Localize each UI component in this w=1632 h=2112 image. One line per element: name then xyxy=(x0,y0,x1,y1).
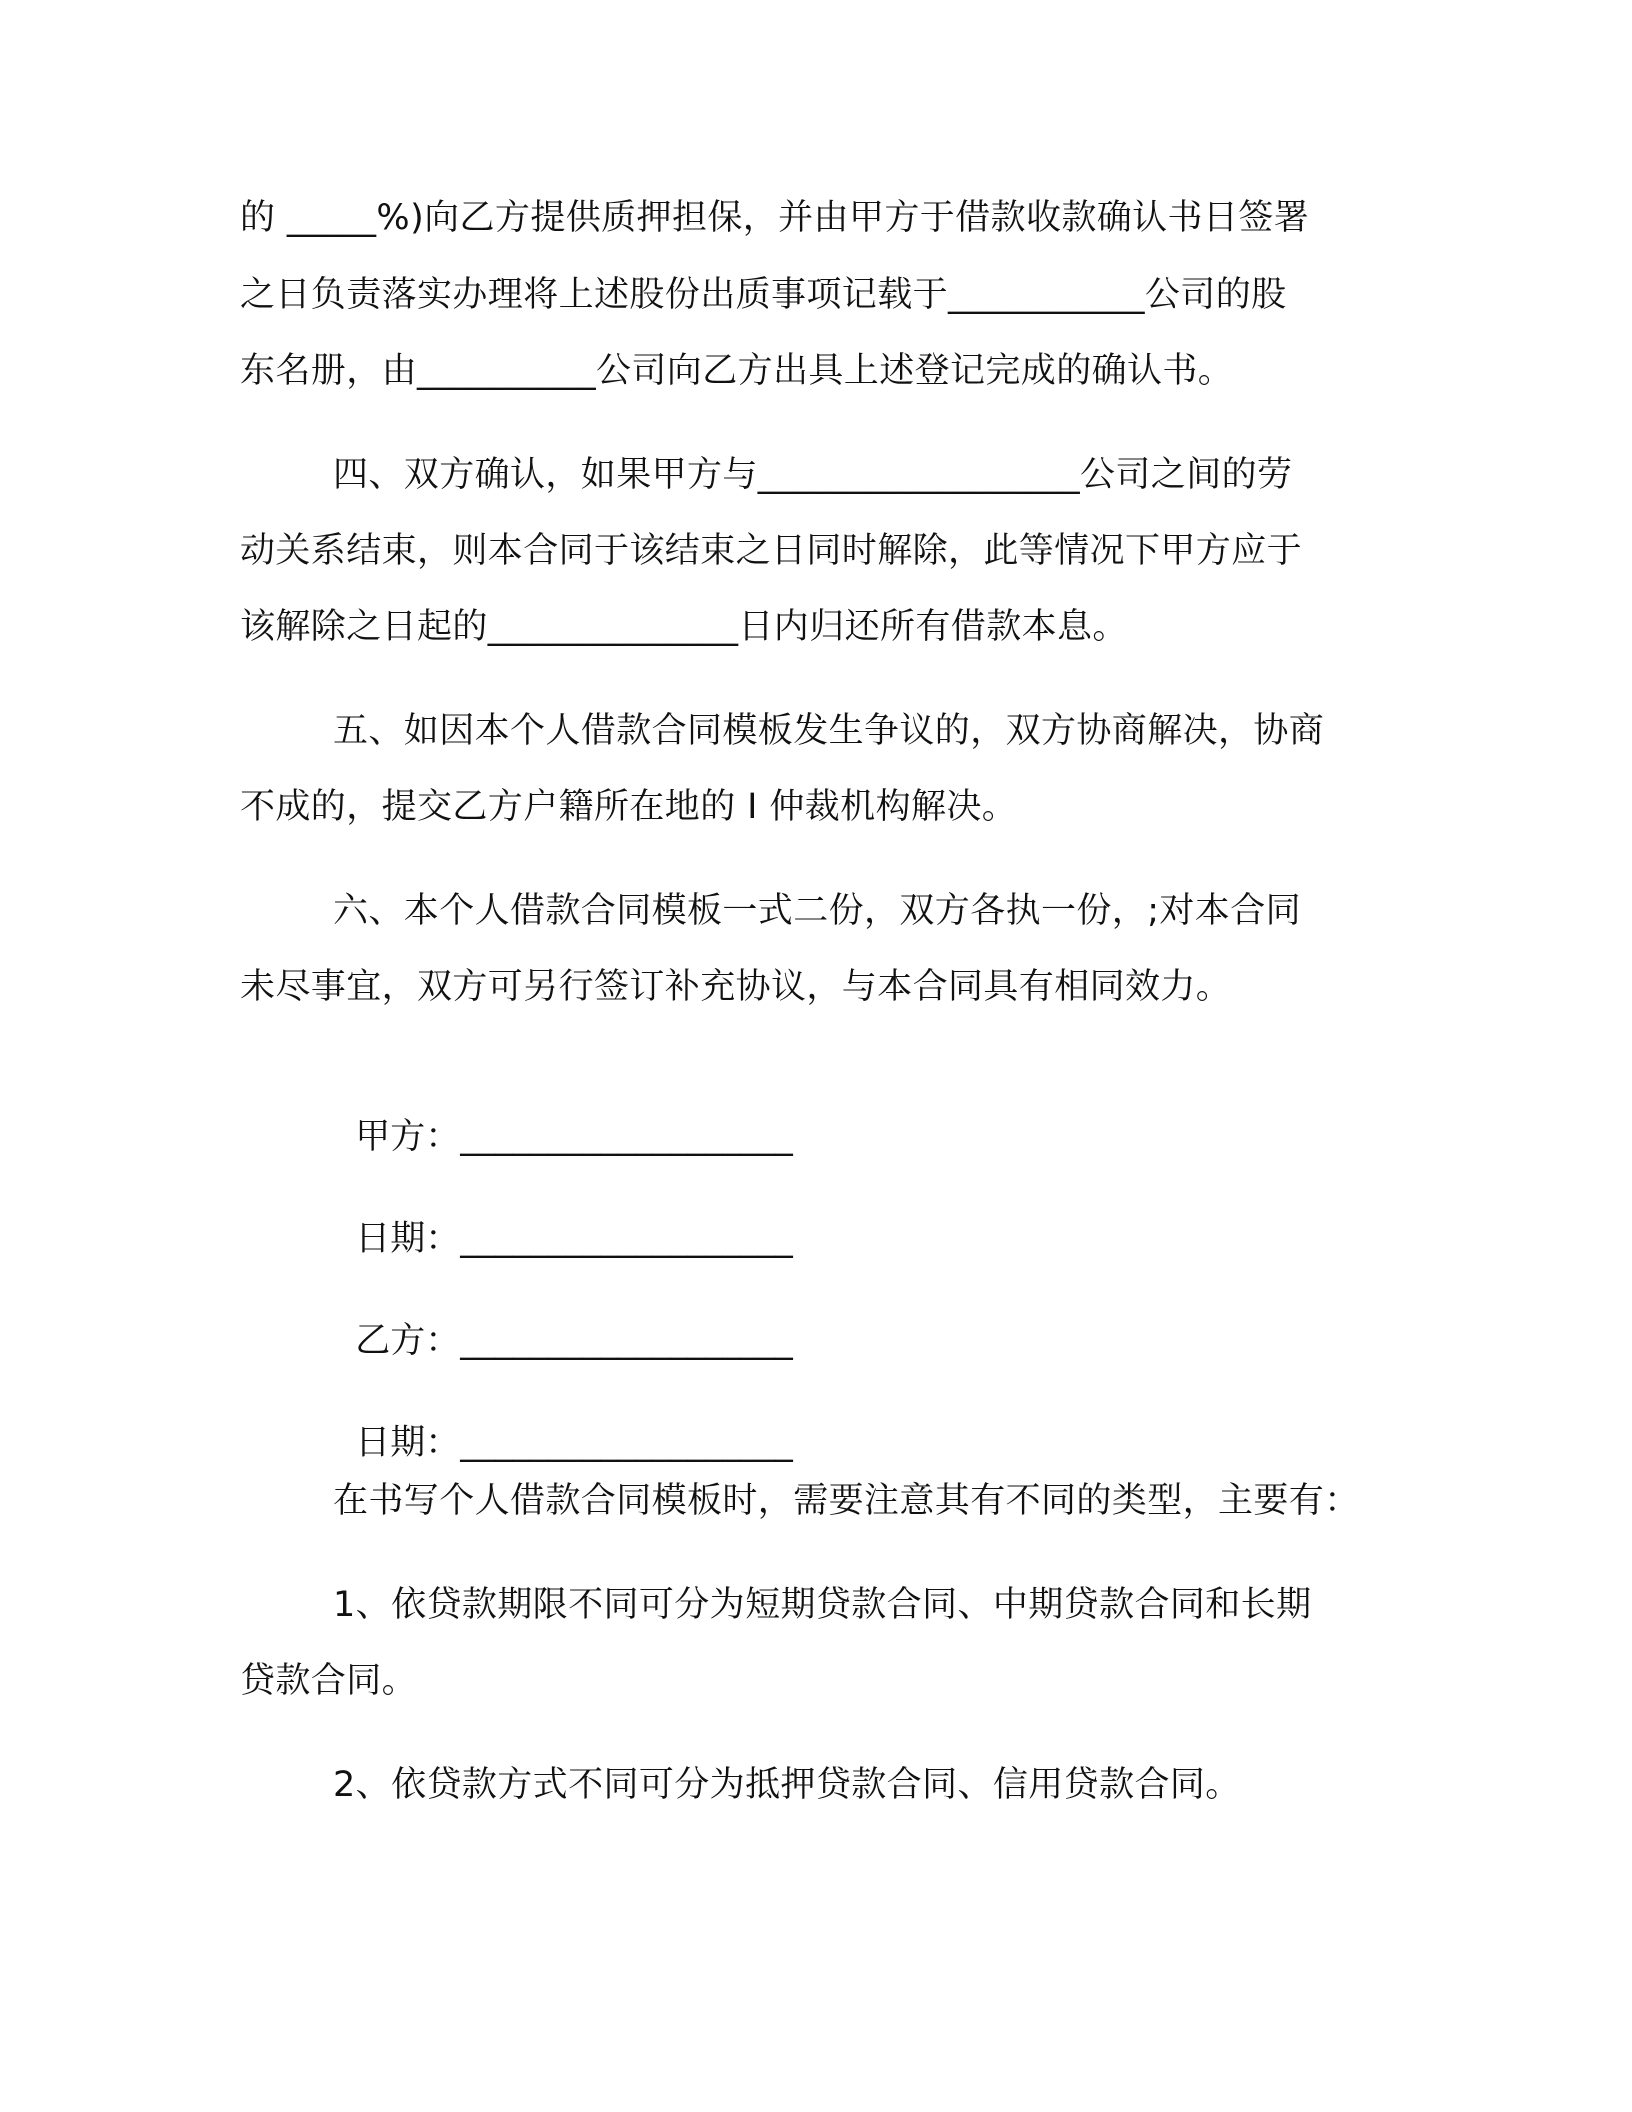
clause4-line1: 四、双方确认，如果甲方与__________________公司之间的劳 xyxy=(333,455,1293,495)
clause6-line1: 六、本个人借款合同模板一式二份，双方各执一份，;对本合同 xyxy=(333,891,1301,931)
signature-date-b xyxy=(333,1374,793,1466)
clause5-line2: 不成的，提交乙方户籍所在地的 I 仲裁机构解决。 xyxy=(240,787,1018,827)
signature-label: 甲方： xyxy=(355,1117,461,1157)
clause3-line2: 之日负责落实办理将上述股份出质事项记载于___________公司的股 xyxy=(240,275,1287,315)
notes-intro: 在书写个人借款合同模板时，需要注意其有不同的类型，主要有： xyxy=(333,1481,1360,1521)
signature-label: 日期： xyxy=(355,1423,461,1463)
signature-blank: ___________________ xyxy=(460,1117,793,1157)
signature-label: 乙方： xyxy=(355,1321,461,1361)
clause4-line2: 动关系结束，则本合同于该结束之日同时解除，此等情况下甲方应于 xyxy=(240,531,1303,571)
clause6-line2: 未尽事宜，双方可另行签订补充协议，与本合同具有相同效力。 xyxy=(240,967,1232,1007)
notes-item2: 2、依贷款方式不同可分为抵押贷款合同、信用贷款合同。 xyxy=(333,1765,1241,1805)
clause4-line3: 该解除之日起的______________日内归还所有借款本息。 xyxy=(240,607,1128,647)
signature-blank: ___________________ xyxy=(460,1321,793,1361)
signature-blank: ___________________ xyxy=(460,1219,793,1259)
clause3-line1: 的 _____%)向乙方提供质押担保，并由甲方于借款收款确认书日签署 xyxy=(240,198,1310,238)
signature-date-a xyxy=(333,1170,793,1262)
signature-party-b xyxy=(333,1272,793,1364)
notes-item1-line1: 1、依贷款期限不同可分为短期贷款合同、中期贷款合同和长期 xyxy=(333,1585,1312,1625)
clause5-line1: 五、如因本个人借款合同模板发生争议的，双方协商解决，协商 xyxy=(333,711,1325,751)
signature-blank: ___________________ xyxy=(460,1423,793,1463)
notes-item1-line2: 贷款合同。 xyxy=(240,1661,418,1701)
signature-label: 日期： xyxy=(355,1219,461,1259)
clause3-line3: 东名册，由__________公司向乙方出具上述登记完成的确认书。 xyxy=(240,351,1234,391)
signature-party-a xyxy=(333,1068,793,1160)
